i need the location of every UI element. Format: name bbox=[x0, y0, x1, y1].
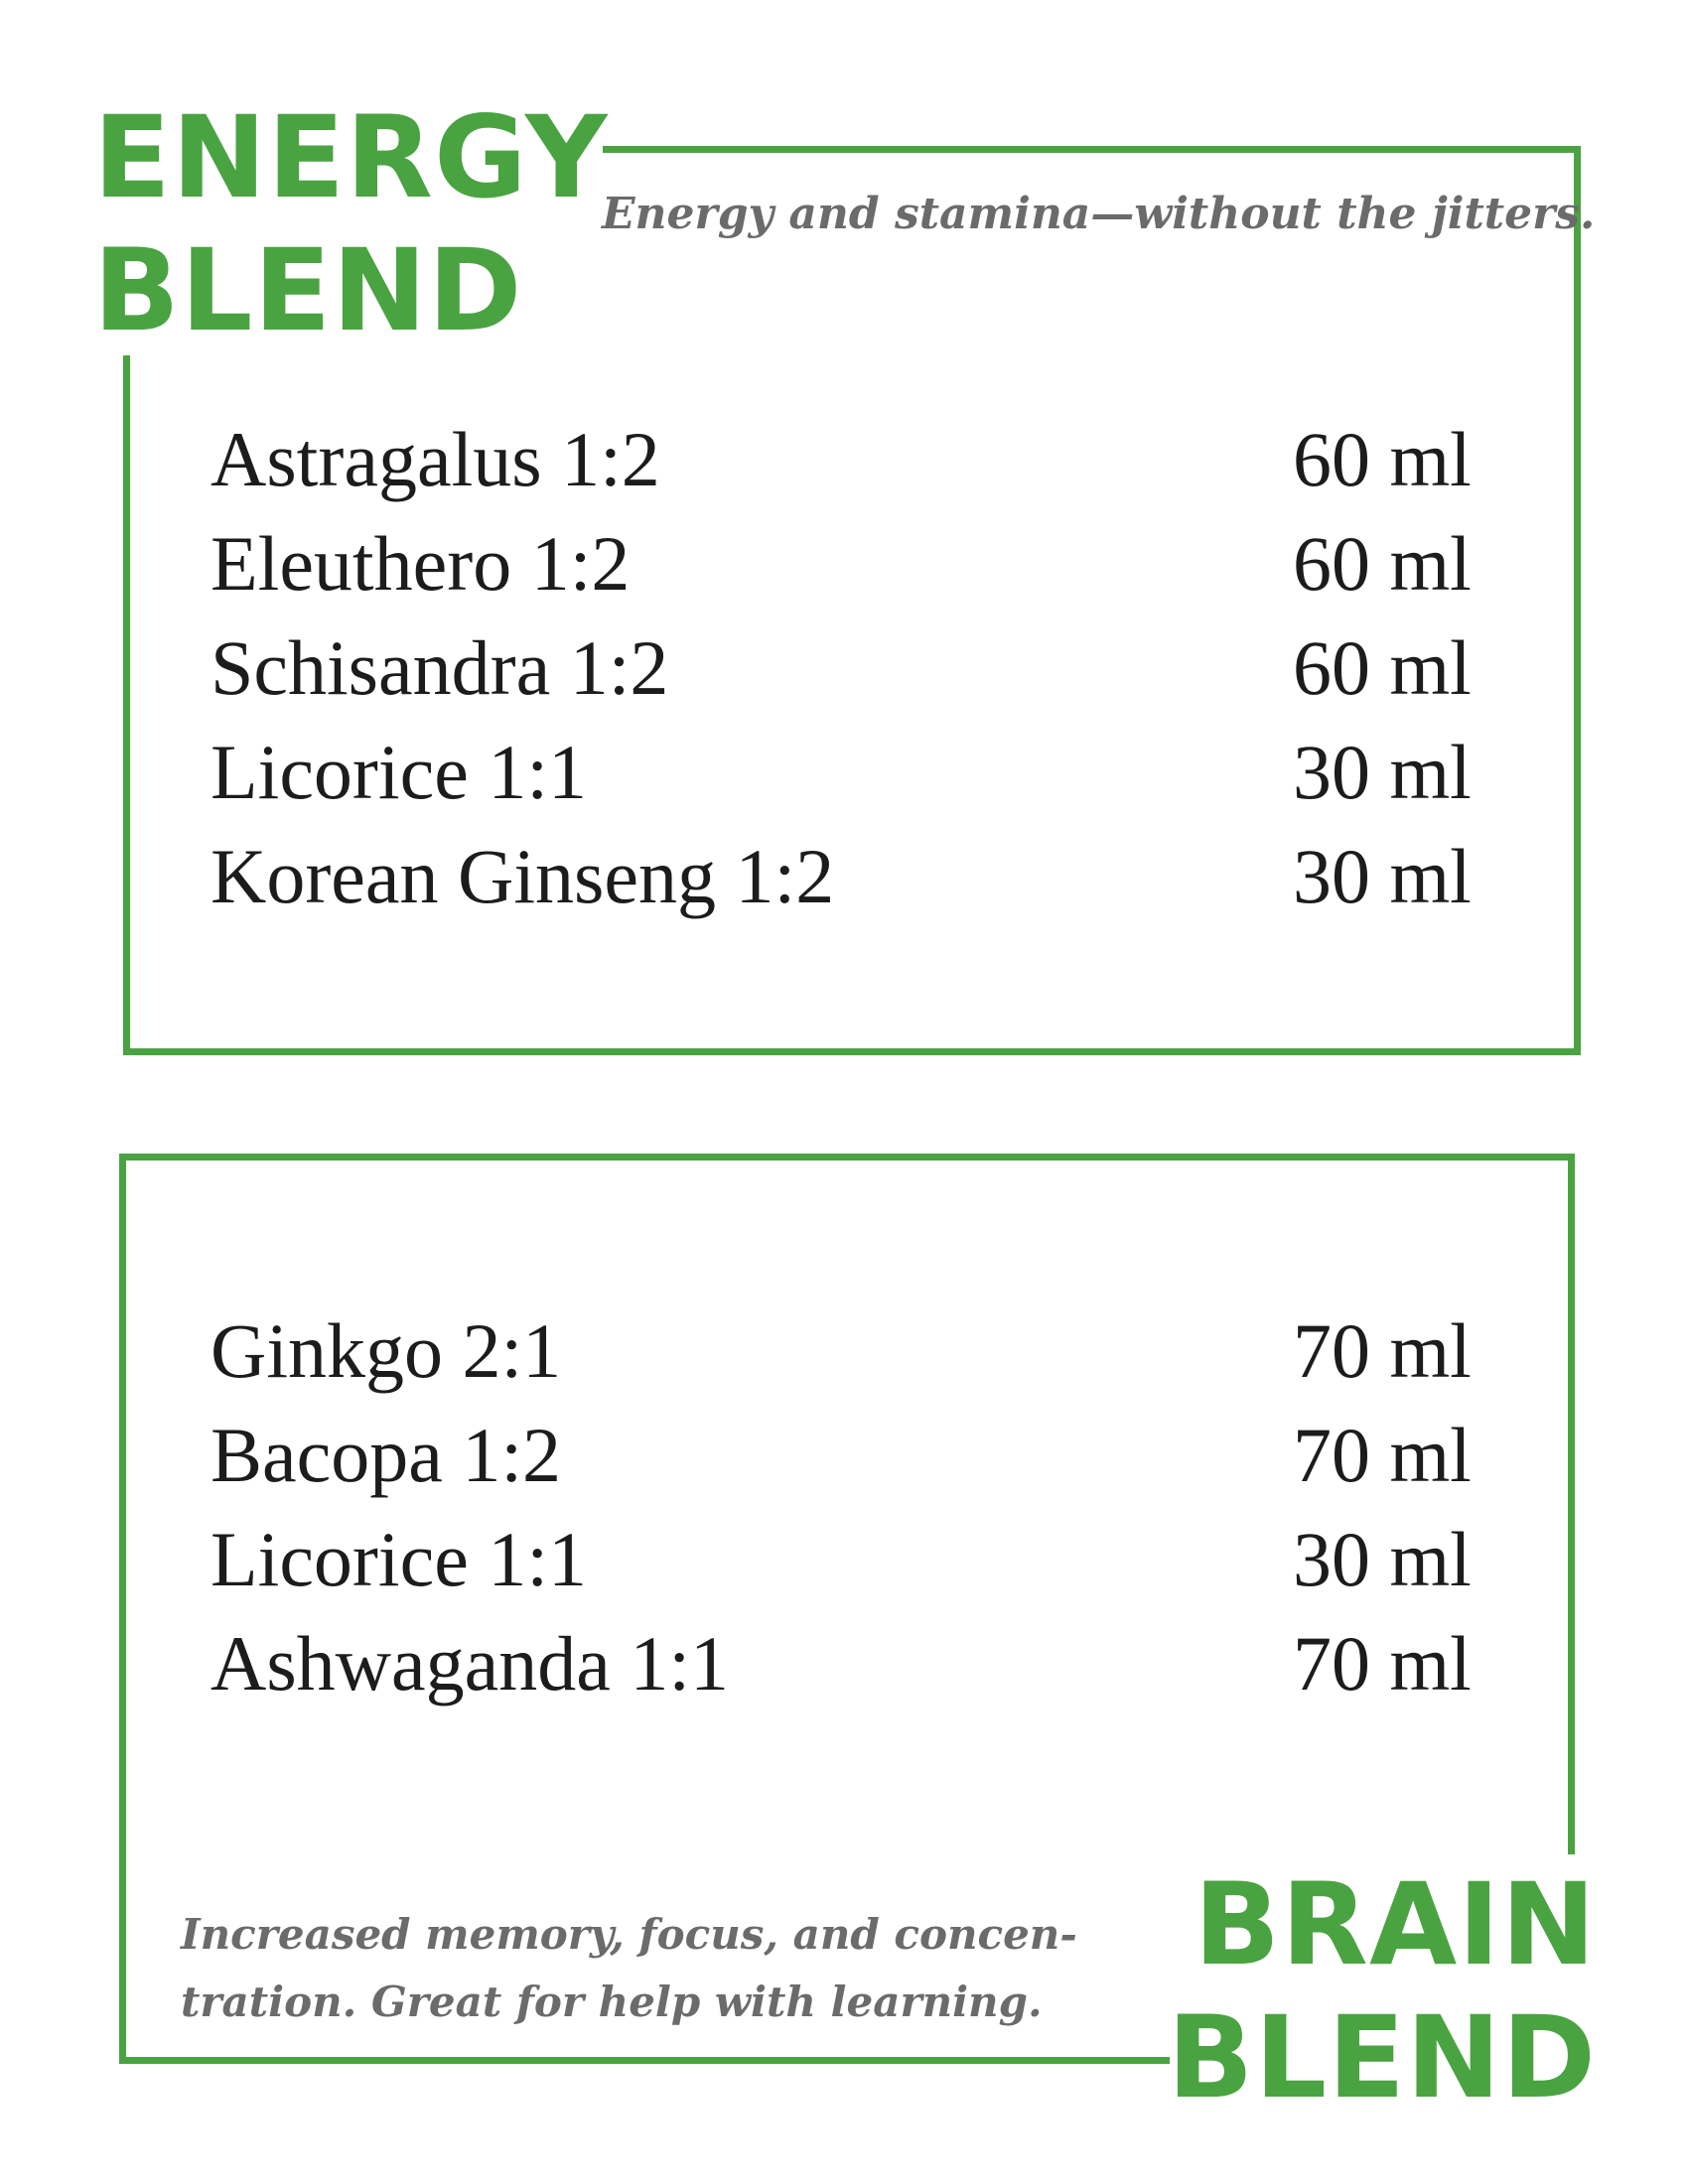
energy-frame-right bbox=[1574, 146, 1581, 1055]
ingredient-amount: 70 ml bbox=[1293, 1620, 1472, 1706]
brain-frame-left bbox=[119, 1154, 126, 2064]
energy-frame-top bbox=[603, 146, 1581, 153]
ingredient-row bbox=[211, 615, 1491, 720]
ingredient-row bbox=[211, 1611, 1491, 1715]
brain-ingredient-list bbox=[211, 1298, 1491, 1715]
ingredient-amount: 30 ml bbox=[1293, 729, 1472, 815]
ingredient-name: Ashwaganda 1:1 bbox=[211, 1620, 730, 1706]
ingredient-row bbox=[211, 1403, 1491, 1507]
ingredient-row bbox=[211, 1507, 1491, 1611]
brain-frame-bottom bbox=[119, 2057, 1170, 2064]
ingredient-row bbox=[211, 824, 1491, 928]
ingredient-name: Licorice 1:1 bbox=[211, 729, 587, 815]
energy-title-line1: ENERGY bbox=[93, 91, 609, 223]
ingredient-amount: 70 ml bbox=[1293, 1412, 1472, 1498]
brain-tagline-line1: Increased memory, focus, and concen- bbox=[181, 1910, 1077, 1959]
brain-blend-tagline bbox=[181, 1901, 1077, 2036]
ingredient-name: Astragalus 1:2 bbox=[211, 416, 660, 502]
ingredient-amount: 30 ml bbox=[1293, 1516, 1472, 1602]
ingredient-name: Schisandra 1:2 bbox=[211, 624, 669, 711]
ingredient-name: Eleuthero 1:2 bbox=[211, 520, 631, 607]
ingredient-row bbox=[211, 407, 1491, 511]
ingredient-amount: 60 ml bbox=[1293, 416, 1472, 502]
energy-frame-left bbox=[123, 355, 130, 1055]
ingredient-amount: 60 ml bbox=[1293, 520, 1472, 607]
ingredient-name: Korean Ginseng 1:2 bbox=[211, 833, 835, 919]
ingredient-row bbox=[211, 511, 1491, 615]
ingredient-amount: 60 ml bbox=[1293, 624, 1472, 711]
ingredient-row bbox=[211, 1298, 1491, 1403]
ingredient-name: Bacopa 1:2 bbox=[211, 1412, 562, 1498]
ingredient-amount: 70 ml bbox=[1293, 1307, 1472, 1394]
ingredient-name: Licorice 1:1 bbox=[211, 1516, 587, 1602]
brain-frame-right bbox=[1568, 1154, 1575, 1854]
ingredient-amount: 30 ml bbox=[1293, 833, 1472, 919]
energy-frame-bottom bbox=[123, 1048, 1581, 1055]
energy-title-line2: BLEND bbox=[93, 224, 523, 356]
energy-ingredient-list bbox=[211, 407, 1491, 928]
energy-blend-title bbox=[93, 91, 609, 357]
brain-title-line2: BLEND bbox=[1167, 1991, 1597, 2123]
energy-blend-tagline: Energy and stamina—without the jitters. bbox=[602, 189, 1596, 239]
brain-title-line1: BRAIN bbox=[1194, 1858, 1597, 1990]
brain-frame-top bbox=[119, 1154, 1575, 1160]
brain-blend-title bbox=[1168, 1858, 1597, 2124]
brain-tagline-line2: tration. Great for help with learning. bbox=[181, 1978, 1043, 2026]
ingredient-name: Ginkgo 2:1 bbox=[211, 1307, 562, 1394]
ingredient-row bbox=[211, 720, 1491, 824]
